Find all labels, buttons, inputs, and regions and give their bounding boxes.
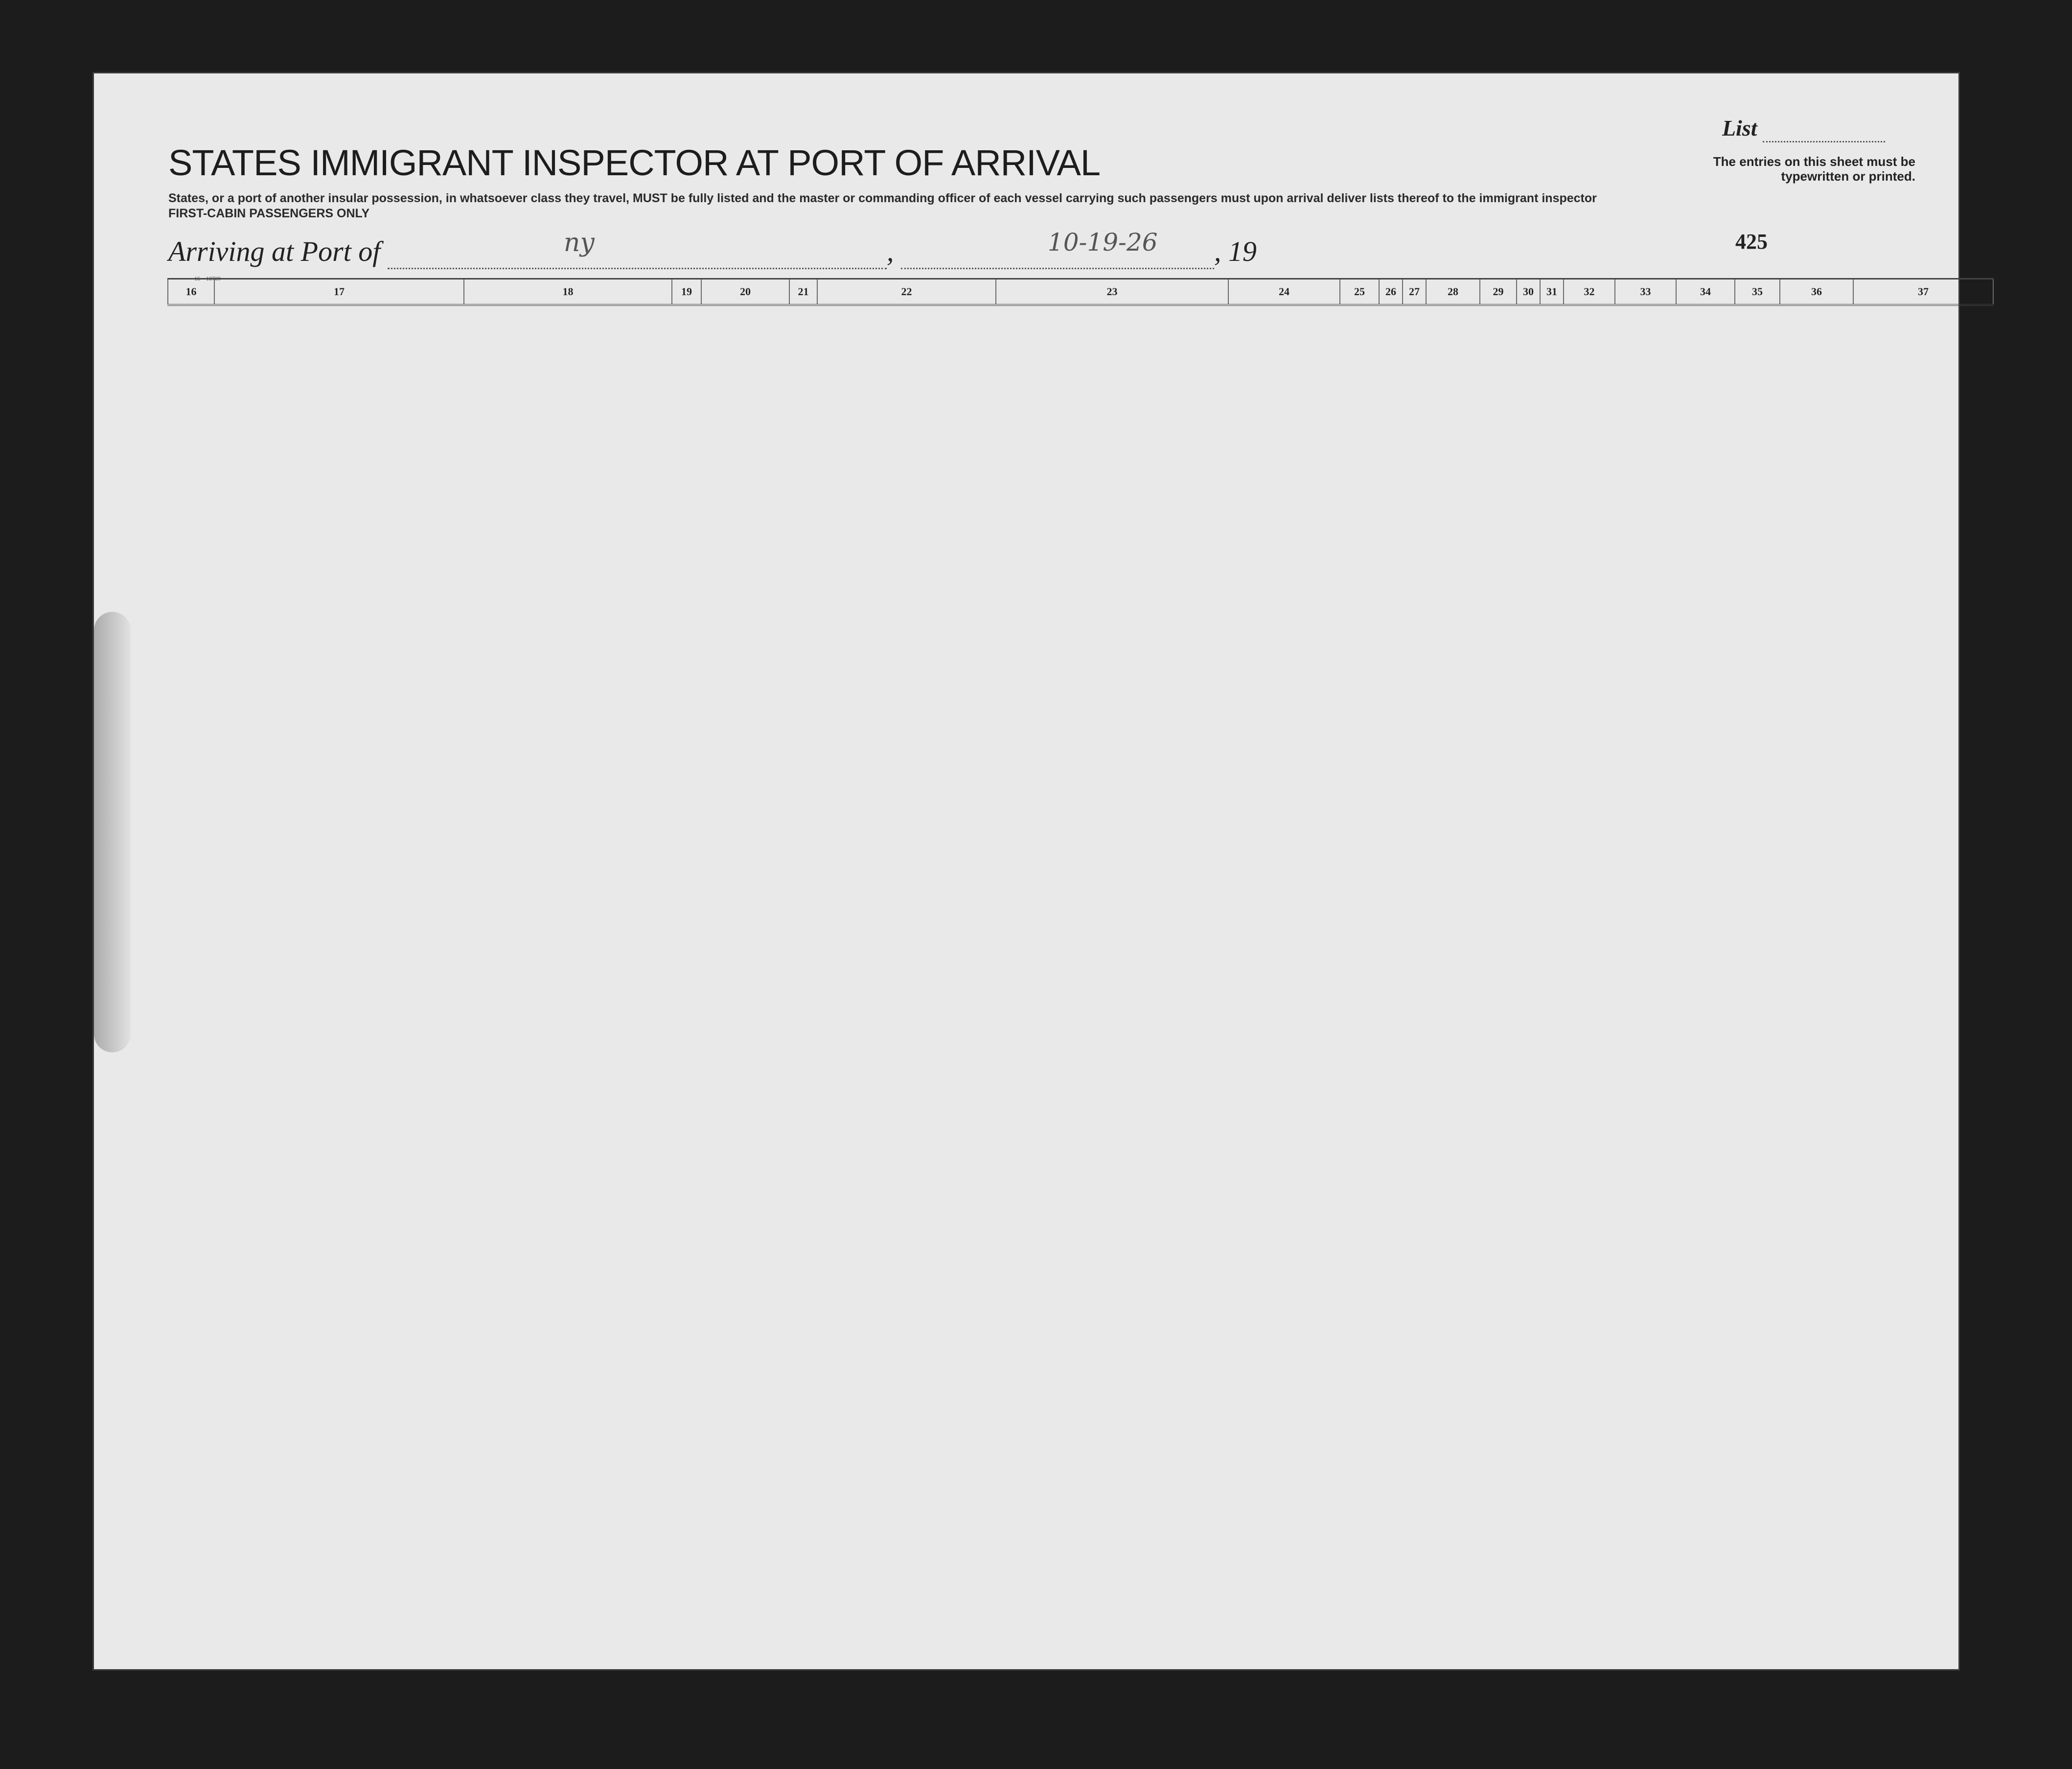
colnum-20: 20	[701, 279, 789, 305]
colnum-23: 23	[996, 279, 1228, 305]
port-value: ny	[563, 228, 595, 257]
colnum-27: 27	[1403, 279, 1426, 305]
manifest-sheet	[94, 73, 1958, 1669]
colnum-33: 33	[1615, 279, 1676, 305]
colnum-32: 32	[1564, 279, 1615, 305]
colnum-31: 31	[1540, 279, 1564, 305]
colnum-34: 34	[1676, 279, 1735, 305]
colnum-21: 21	[789, 279, 817, 305]
colnum-22: 22	[817, 279, 996, 305]
colnum-25: 25	[1340, 279, 1379, 305]
water-stain	[94, 612, 131, 1052]
column-number-row	[168, 279, 1993, 305]
colnum-17: 17	[214, 279, 464, 305]
arriving-line: Arriving at Port of ny , 10-19-26 , 19	[168, 235, 1257, 269]
date-value: 10-19-26	[1047, 228, 1158, 256]
intro-line-1: States, or a port of another insular possession, in whatsoever class they travel, MUST be fully listed and the master or commanding officer of each vessel carrying such passengers must upon arrival deliver lists thereof to the immigrant inspector	[168, 191, 1597, 205]
colnum-29: 29	[1480, 279, 1517, 305]
list-label-text: List	[1722, 116, 1757, 140]
colnum-37: 37	[1853, 279, 1993, 305]
colnum-24: 24	[1228, 279, 1340, 305]
list-label	[1722, 115, 1885, 142]
intro-text	[168, 191, 1710, 221]
sheet-number: 425	[1735, 230, 1768, 254]
arriving-label: Arriving at Port of	[168, 235, 381, 267]
entries-note: The entries on this sheet must be typewritten or printed.	[1713, 154, 1915, 184]
colnum-26: 26	[1379, 279, 1403, 305]
colnum-30: 30	[1517, 279, 1540, 305]
colnum-18: 18	[464, 279, 672, 305]
page-title: STATES IMMIGRANT INSPECTOR AT PORT OF ARRIVAL	[168, 142, 1101, 183]
list-number-field[interactable]	[1763, 115, 1885, 142]
year-prefix: 19	[1228, 235, 1257, 267]
colnum-28: 28	[1426, 279, 1480, 305]
colnum-19: 19	[672, 279, 701, 305]
colnum-36: 36	[1780, 279, 1853, 305]
date-field[interactable]	[901, 228, 1214, 269]
form-number: 16—18709	[194, 275, 221, 282]
port-field[interactable]	[388, 228, 887, 269]
intro-line-2: FIRST-CABIN PASSENGERS ONLY	[168, 207, 370, 220]
colnum-16: 16	[168, 279, 214, 305]
manifest-table	[167, 278, 1958, 306]
colnum-35: 35	[1735, 279, 1780, 305]
